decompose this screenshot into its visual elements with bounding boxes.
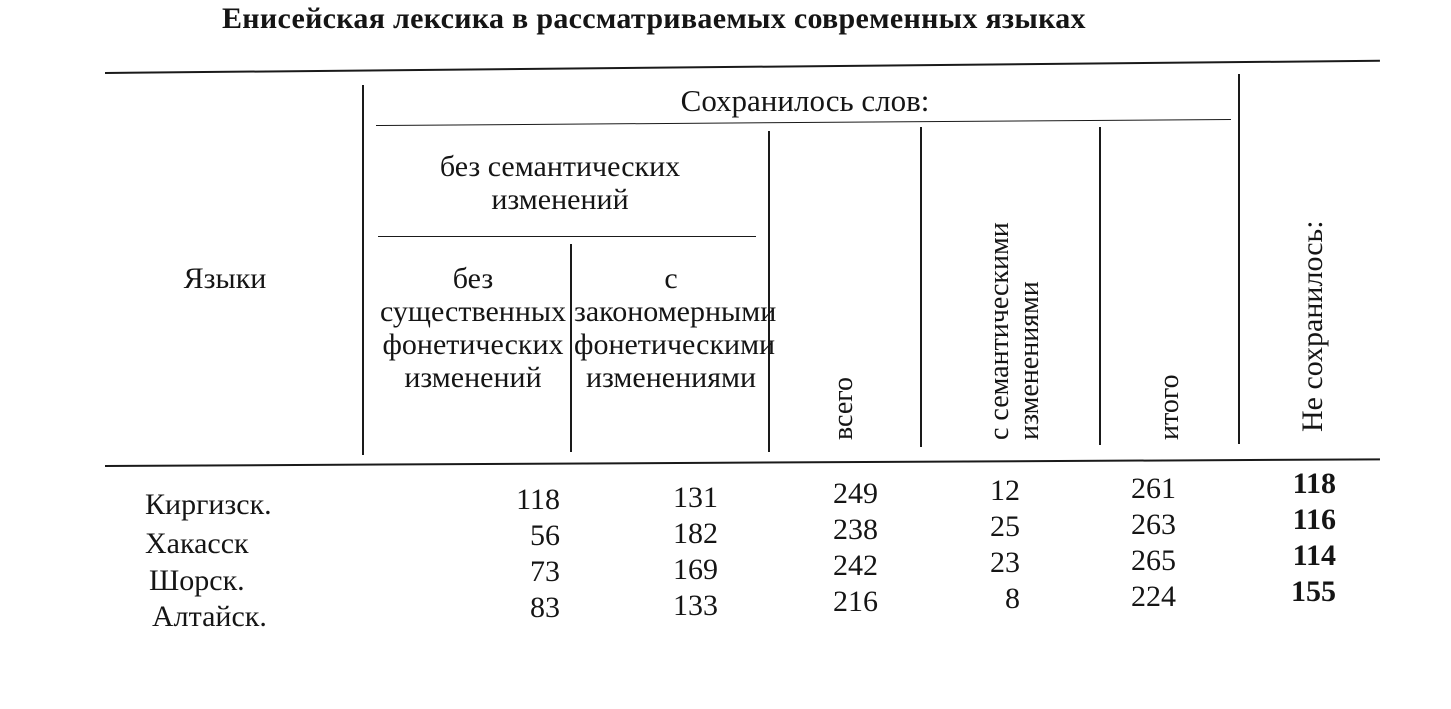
table-title: Енисейская лексика в рассматриваемых современных языках <box>222 2 1086 35</box>
header-with-semantic-changes: с семантическими изменениями <box>984 222 1045 440</box>
header-with-phonetic-changes: с закономерными фонетическими изменениями <box>574 262 777 394</box>
row-language-altai: Алтайск. <box>152 600 267 633</box>
cell-not-preserved: 155 <box>1291 575 1336 608</box>
header-without-phonetic-changes: без существенных фонетических изменений <box>379 262 567 394</box>
header-languages: Языки <box>183 262 267 295</box>
header-without-semantic-changes: без семантических изменений <box>439 150 681 216</box>
cell-with-phonetic: 133 <box>673 589 718 622</box>
divider-languages <box>362 85 364 455</box>
cell-semantic: 12 <box>990 474 1020 507</box>
divider-semantic <box>920 127 922 447</box>
cell-semantic: 25 <box>990 510 1020 543</box>
divider-phonetic <box>570 244 572 452</box>
cell-not-preserved: 114 <box>1292 539 1336 572</box>
cell-subtotal: 261 <box>1131 472 1176 505</box>
cell-with-phonetic: 169 <box>673 553 718 586</box>
row-language-shor: Шорск. <box>149 564 245 597</box>
cell-without-phonetic: 83 <box>530 591 560 624</box>
table-top-rule <box>105 60 1380 74</box>
row-language-khakas: Хакасск <box>145 527 249 560</box>
header-subtotal: итого <box>1154 374 1185 440</box>
header-total-unchanged: всего <box>828 376 859 440</box>
divider-total <box>768 131 770 452</box>
cell-semantic: 23 <box>990 546 1020 579</box>
cell-total: 238 <box>833 513 878 546</box>
cell-without-phonetic: 56 <box>530 519 560 552</box>
cell-subtotal: 224 <box>1131 580 1176 613</box>
cell-total: 216 <box>833 585 878 618</box>
cell-total: 242 <box>833 549 878 582</box>
header-not-preserved: Не сохранилось: <box>1296 220 1329 432</box>
row-language-kirgiz: Киргизск. <box>145 488 272 521</box>
header-preserved-words: Сохранилось слов: <box>680 83 930 118</box>
semantic-group-rule <box>378 236 756 237</box>
preserved-group-rule <box>376 119 1231 126</box>
divider-not-preserved <box>1238 74 1240 444</box>
cell-semantic: 8 <box>1005 582 1020 615</box>
header-bottom-rule <box>105 458 1380 467</box>
cell-without-phonetic: 73 <box>530 555 560 588</box>
cell-not-preserved: 116 <box>1292 503 1336 536</box>
cell-with-phonetic: 131 <box>673 481 718 514</box>
cell-not-preserved: 118 <box>1292 467 1336 500</box>
divider-subtotal <box>1099 127 1101 445</box>
cell-subtotal: 265 <box>1131 544 1176 577</box>
cell-without-phonetic: 118 <box>516 483 560 516</box>
cell-with-phonetic: 182 <box>673 517 718 550</box>
cell-subtotal: 263 <box>1131 508 1176 541</box>
cell-total: 249 <box>833 477 878 510</box>
